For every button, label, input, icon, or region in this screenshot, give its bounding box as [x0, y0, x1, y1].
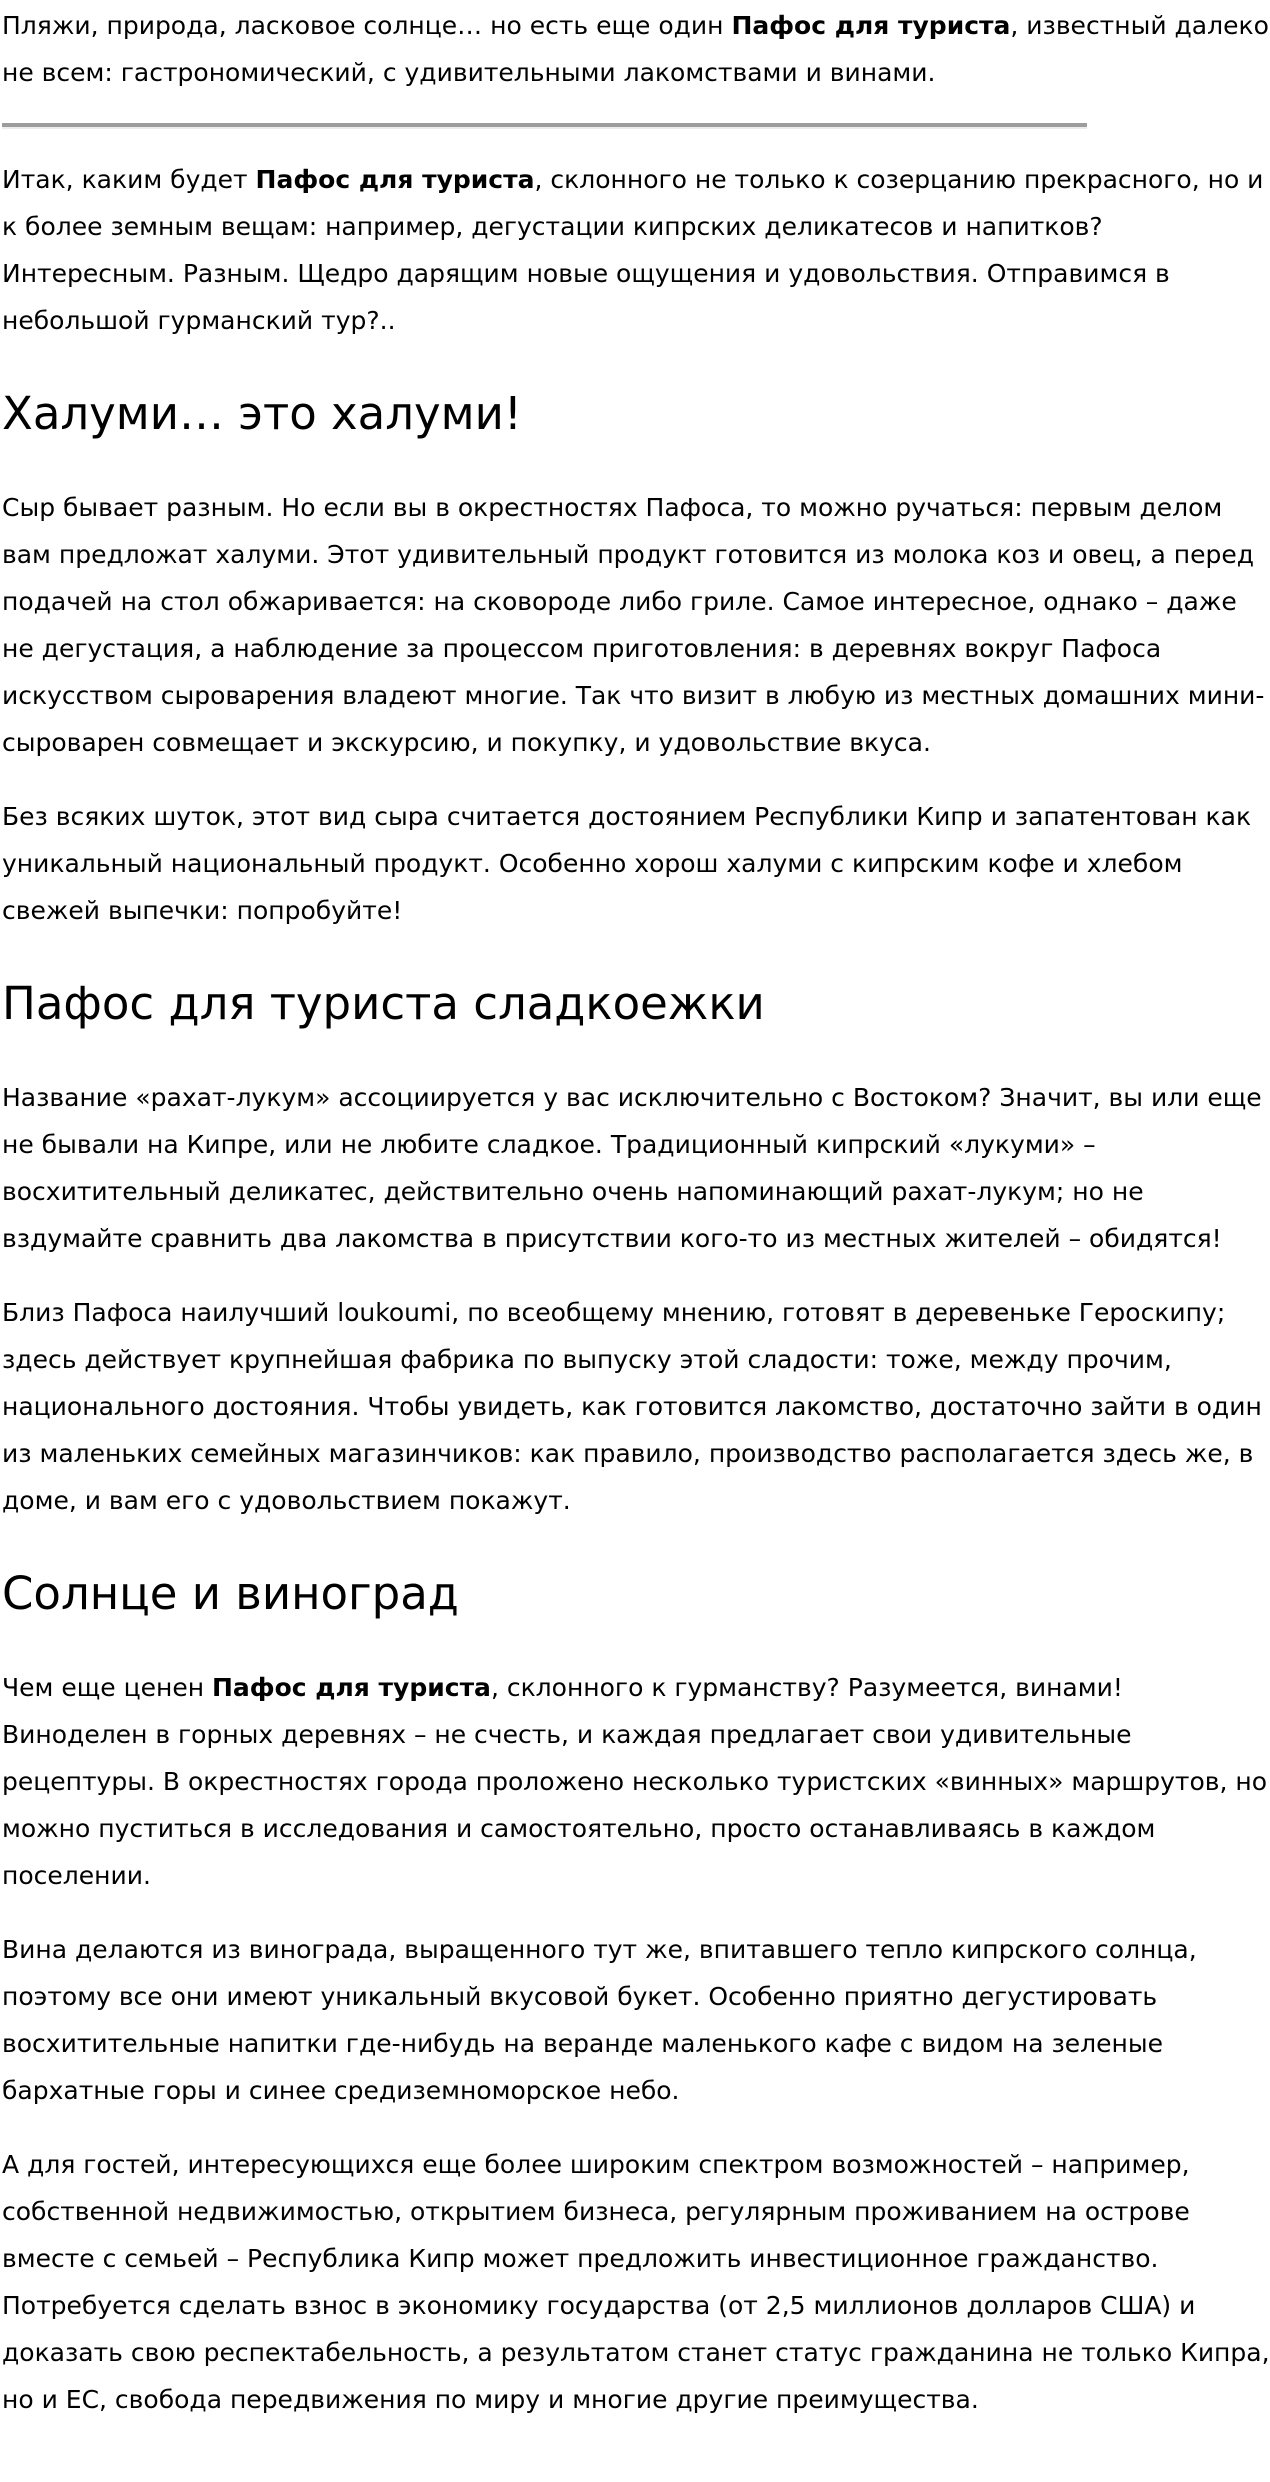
bold-text: Пафос для туриста [255, 165, 535, 194]
paragraph: Близ Пафоса наилучший loukoumi, по всеобщему мнению, готовят в деревеньке Героскипу; здесь действует крупнейшая фабрика по выпуску этой сладости: тоже, между прочим, национального достояния. Чтобы увидеть, как готовится лакомство, достаточно зайти в один из маленьких семейных магазинчиков: как правило, производство располагается здесь же, в доме, и вам его с удовольствием покажут. [2, 1298, 1262, 1515]
paragraph: Название «рахат-лукум» ассоциируется у вас исключительно с Востоком? Значит, вы или еще не бывали на Кипре, или не любите сладкое. Традиционный кипрский «лукуми» – восхитительный деликатес, действительно очень напоминающий рахат-лукум; но не вздумайте сравнить два лакомства в присутствии кого-то из местных жителей – обидятся! [2, 1083, 1262, 1253]
section-heading: Солнце и виноград [2, 1567, 459, 1620]
paragraph: Пляжи, природа, ласковое солнце… но есть еще один Пафос для туриста, известный далеко не всем: гастрономический, с удивительными лакомствами и винами. [2, 11, 1269, 87]
paragraph: Чем еще ценен Пафос для туриста, склонного к гурманству? Разумеется, винами! Виноделен в горных деревнях – не счесть, и каждая предлагает свои удивительные рецептуры. В окрестностях города проложено несколько туристских «винных» маршрутов, но можно пуститься в исследования и самостоятельно, просто останавливаясь в каждом поселении. [2, 1673, 1268, 1890]
paragraph: Итак, каким будет Пафос для туриста, склонного не только к созерцанию прекрасного, но и к более земным вещам: например, дегустации кипрских деликатесов и напитков? Интересным. Разным. Щедро дарящим новые ощущения и удовольствия. Отправимся в небольшой гурманский тур?.. [2, 165, 1264, 335]
paragraph: А для гостей, интересующихся еще более широким спектром возможностей – например, собственной недвижимостью, открытием бизнеса, регулярным проживанием на острове вместе с семьей – Республика Кипр может предложить инвестиционное гражданство. Потребуется сделать взнос в экономику государства (от 2,5 миллионов долларов США) и доказать свою респектабельность, а результатом станет статус гражданина не только Кипра, но и ЕС, свобода передвижения по миру и многие другие преимущества. [2, 2150, 1270, 2414]
paragraph: Без всяких шуток, этот вид сыра считается достоянием Республики Кипр и запатентован как уникальный национальный продукт. Особенно хорош халуми с кипрским кофе и хлебом свежей выпечки: попробуйте! [2, 802, 1252, 925]
bold-text: Пафос для туриста [212, 1673, 491, 1702]
divider [2, 123, 1087, 129]
section-heading: Халуми… это халуми! [2, 387, 522, 440]
section-heading: Пафос для туриста сладкоежки [2, 977, 765, 1030]
paragraph: Сыр бывает разным. Но если вы в окрестностях Пафоса, то можно ручаться: первым делом вам предложат халуми. Этот удивительный продукт готовится из молока коз и овец, а перед подачей на стол обжаривается: на сковороде либо гриле. Самое интересное, однако – даже не дегустация, а наблюдение за процессом приготовления: в деревнях вокруг Пафоса искусством сыроварения владеют многие. Так что визит в любую из местных домашних мини-сыроварен совмещает и экскурсию, и покупку, и удовольствие вкуса. [2, 493, 1265, 757]
bold-text: Пафос для туриста [731, 11, 1011, 40]
paragraph: Вина делаются из винограда, выращенного тут же, впитавшего тепло кипрского солнца, поэтому все они имеют уникальный вкусовой букет. Особенно приятно дегустировать восхитительные напитки где-нибудь на веранде маленького кафе с видом на зеленые бархатные горы и синее средиземноморское небо. [2, 1935, 1197, 2105]
